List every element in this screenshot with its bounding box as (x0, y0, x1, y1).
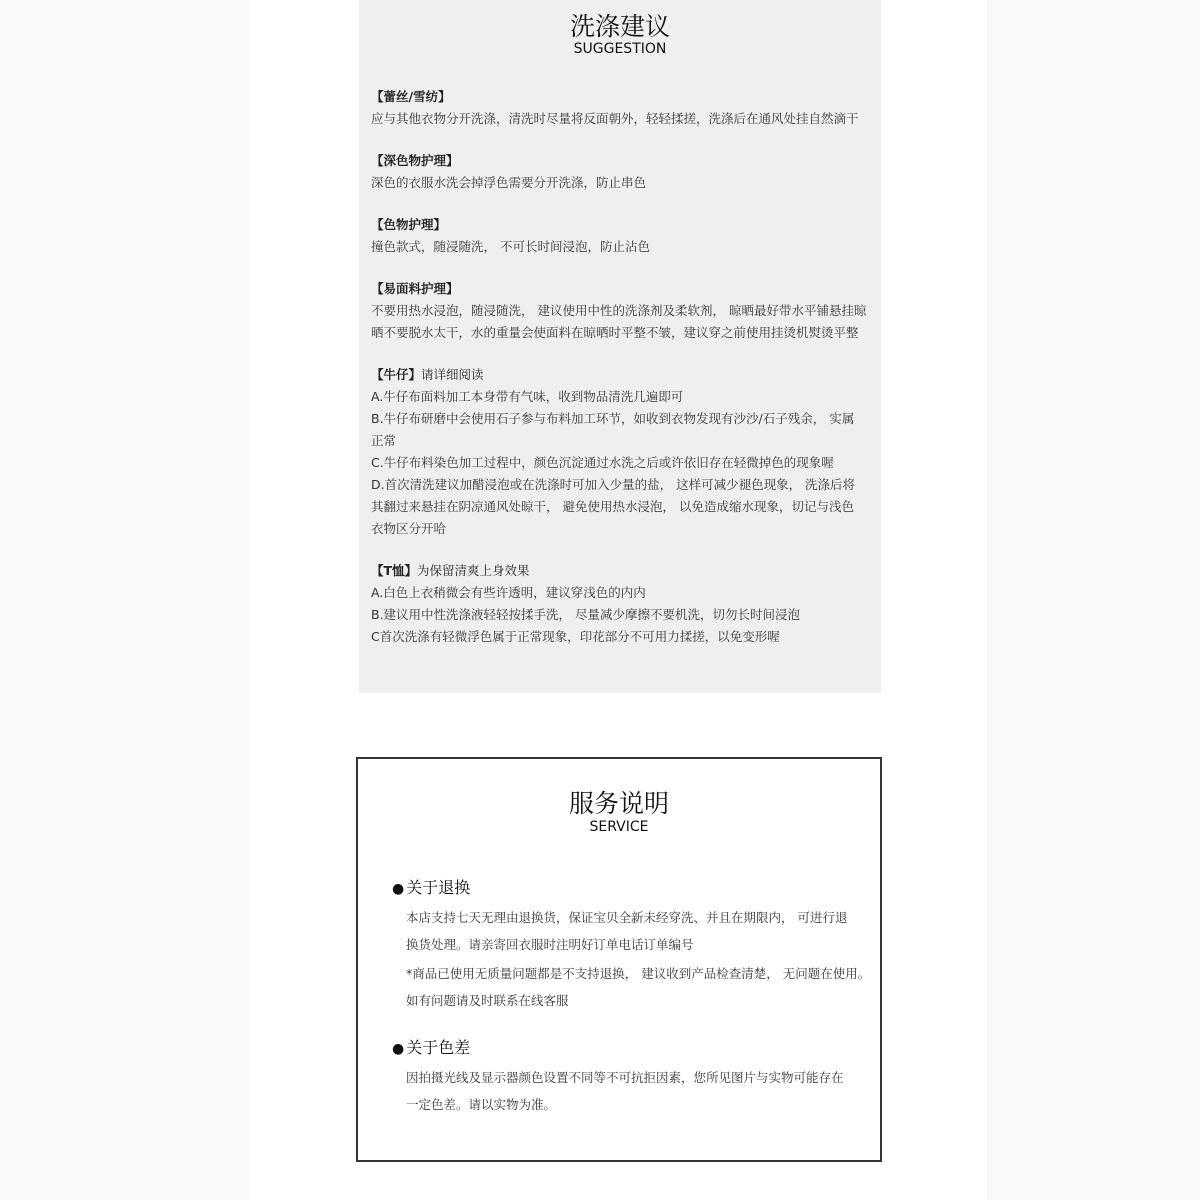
service-heading-label: 关于退换 (406, 878, 471, 897)
service-title: 服务说明 (568, 789, 669, 818)
service-section-heading (392, 877, 872, 900)
wash-line: A.牛仔布面料加工本身带有气味，收到物品清洗几遍即可 (371, 389, 684, 404)
service-line: 换货处理。请亲寄回衣服时注明好订单电话订单编号 (406, 937, 694, 952)
service-info-panel (356, 757, 882, 1162)
wash-line: 应与其他衣物分开洗涤，清洗时尽量将反面朝外，轻轻揉搓，洗涤后在通风处挂自然滴干 (371, 111, 859, 126)
wash-heading-note: 为保留清爽上身效果 (417, 563, 530, 578)
service-line: 因拍摄光线及显示器颜色设置不同等不可抗拒因素，您所见图片与实物可能存在 (406, 1070, 844, 1085)
wash-line: 晒不要脱水太干，水的重量会使面料在晾晒时平整不皱，建议穿之前使用挂烫机熨烫平整 (371, 325, 859, 340)
wash-section-lace (371, 86, 877, 130)
service-section-text (406, 1064, 872, 1118)
wash-section-heading: 【色物护理】 (371, 217, 447, 232)
wash-line: A.白色上衣稍微会有些许透明，建议穿浅色的内内 (371, 585, 646, 600)
wash-section-heading: 【深色物护理】 (371, 153, 459, 168)
wash-line: 正常 (371, 433, 397, 448)
wash-heading-label: 【牛仔】 (371, 367, 422, 382)
wash-line: 其翻过来悬挂在阴凉通风处晾干， 避免使用热水浸泡， 以免造成缩水现象，切记与浅色 (371, 499, 854, 514)
wash-section-denim (371, 364, 877, 540)
wash-line: B.建议用中性洗涤液轻轻按揉手洗， 尽量减少摩擦不要机洗，切勿长时间浸泡 (371, 607, 801, 622)
wash-section-color (371, 214, 877, 258)
wash-section-dark (371, 150, 877, 194)
bullet-icon: ● (392, 881, 405, 897)
service-heading-label: 关于色差 (406, 1038, 471, 1057)
wash-section-heading: 【易面料护理】 (371, 281, 459, 296)
washing-suggestion-panel (359, 0, 881, 693)
wash-section-tshirt (371, 560, 877, 648)
wash-section-heading (371, 560, 877, 582)
service-line: 一定色差。请以实物为准。 (406, 1097, 557, 1112)
washing-subtitle: SUGGESTION (573, 41, 667, 57)
washing-title: 洗涤建议 (569, 12, 670, 41)
service-line: *商品已使用无质量问题都是不支持退换， 建议收到产品检查清楚， 无问题在使用。 (406, 966, 871, 981)
service-line: 如有问题请及时联系在线客服 (406, 993, 569, 1008)
wash-line: 深色的衣服水洗会掉浮色需要分开洗涤，防止串色 (371, 175, 647, 190)
wash-section-heading (371, 364, 877, 386)
wash-section-heading: 【蕾丝/雪纺】 (371, 89, 451, 104)
wash-line: 撞色款式，随浸随洗， 不可长时间浸泡，防止沾色 (371, 239, 650, 254)
wash-section-fabric (371, 278, 877, 344)
service-section-heading (392, 1037, 872, 1060)
washing-body (371, 86, 877, 668)
wash-line: C.牛仔布料染色加工过程中，颜色沉淀通过水洗之后或许依旧存在轻微掉色的现象喔 (371, 455, 834, 470)
wash-line: D.首次清洗建议加醋浸泡或在洗涤时可加入少量的盐， 这样可减少褪色现象， 洗涤后将 (371, 477, 856, 492)
service-section-text (406, 904, 872, 1014)
wash-line: 不要用热水浸泡，随浸随洗， 建议使用中性的洗涤剂及柔软剂， 晾晒最好带水平铺悬挂晾 (371, 303, 867, 318)
service-subtitle: SERVICE (589, 819, 649, 835)
service-section-color-difference (392, 1037, 872, 1118)
service-section-returns (392, 877, 872, 1014)
bullet-icon: ● (392, 1041, 405, 1057)
wash-line: C首次洗涤有轻微浮色属于正常现象，印花部分不可用力揉搓，以免变形喔 (371, 629, 780, 644)
wash-heading-note: 请详细阅读 (421, 367, 484, 382)
wash-heading-label: 【T恤】 (371, 563, 418, 578)
service-line: 本店支持七天无理由退换货，保证宝贝全新未经穿洗、并且在期限内， 可进行退 (406, 910, 848, 925)
wash-line: B.牛仔布研磨中会使用石子参与布料加工环节，如收到衣物发现有沙沙/石子残余， 实属 (371, 411, 855, 426)
wash-line: 衣物区分开哈 (371, 521, 447, 536)
